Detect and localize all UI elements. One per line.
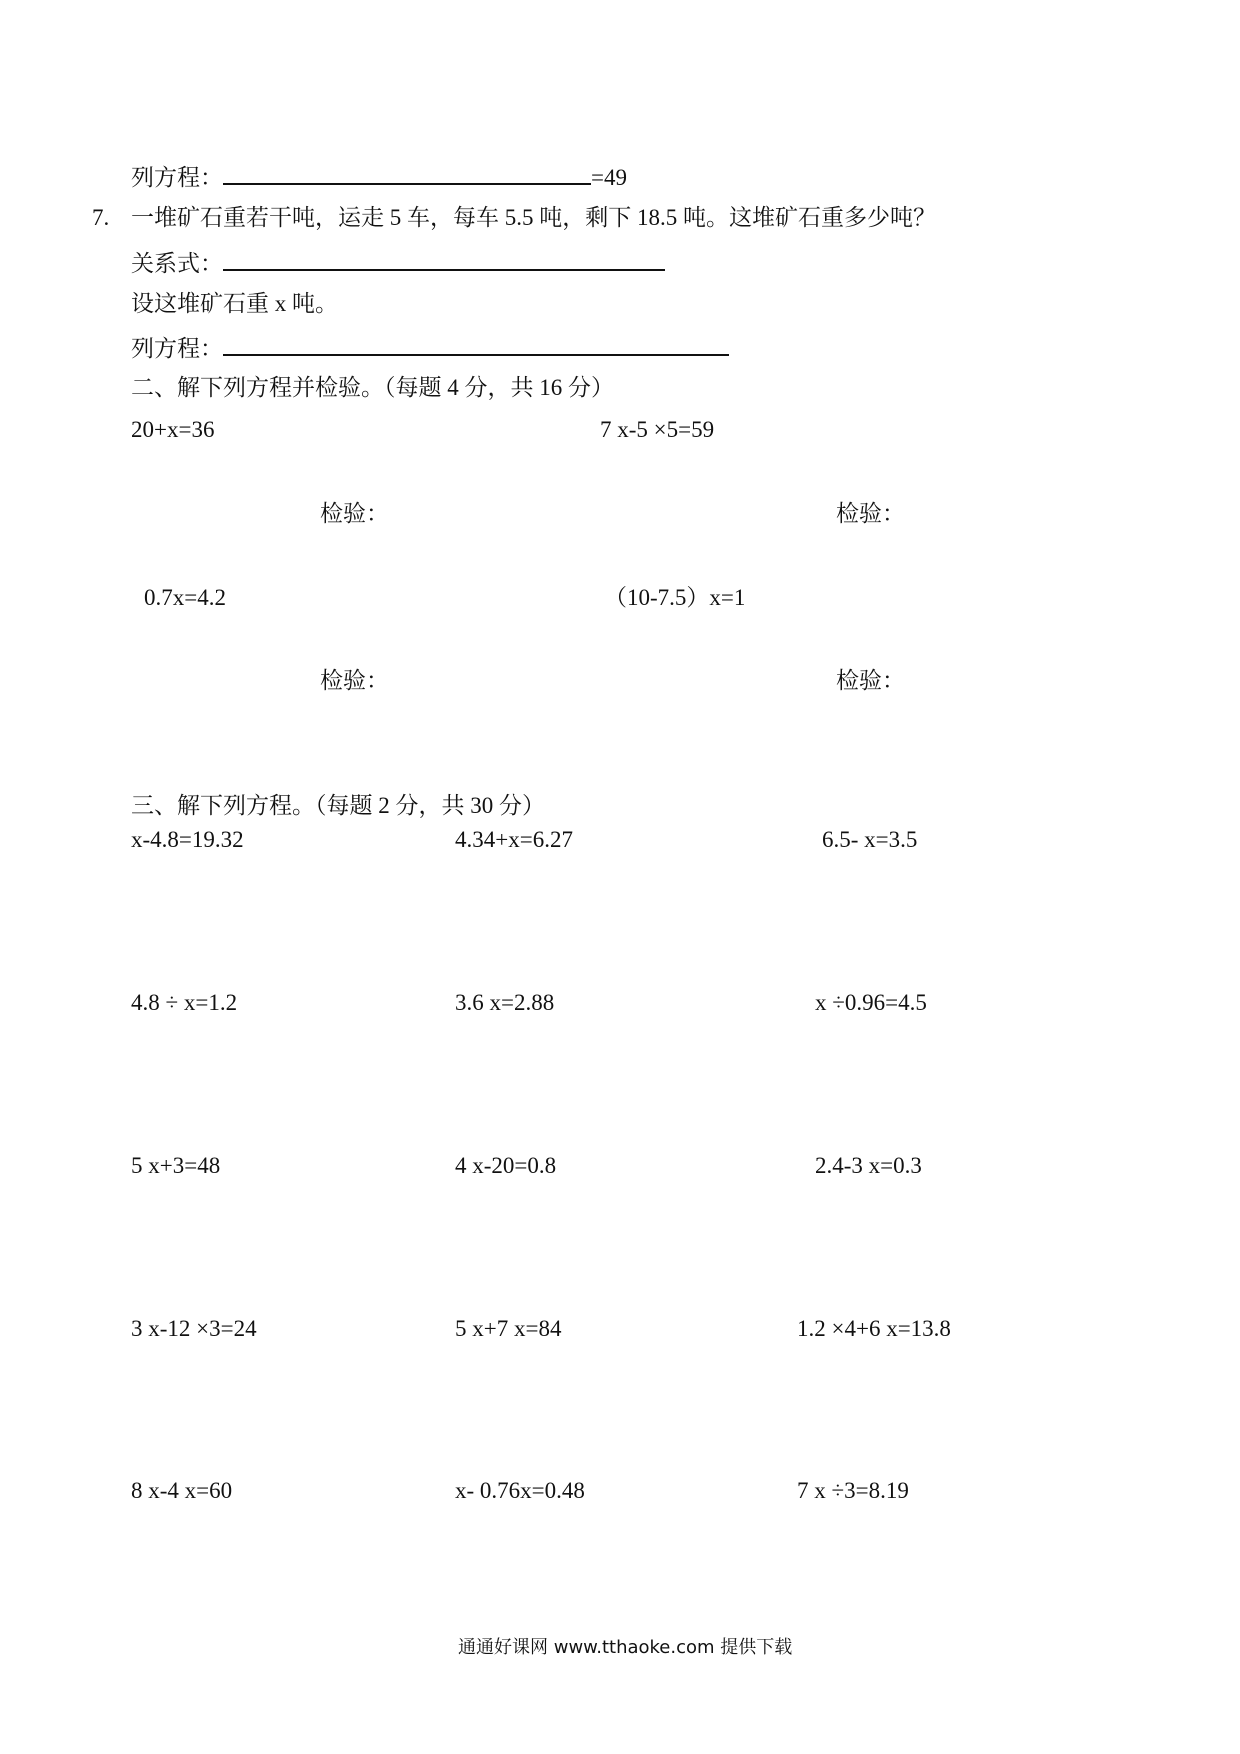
section2-check-label: 检验：: [836, 668, 905, 693]
q6-answer-blank[interactable]: [223, 161, 591, 185]
q7-text: 一堆矿石重若干吨，运走 5 车，每车 5.5 吨，剩下 18.5 吨。这堆矿石重多少吨？: [131, 205, 936, 230]
q7-equation-blank[interactable]: [223, 332, 729, 356]
section3-equation: 3.6 x=2.88: [455, 990, 555, 1015]
section3-equation: 5 x+7 x=84: [455, 1316, 562, 1341]
section3-equation: 6.5- x=3.5: [822, 827, 918, 852]
section2-equation: （10-7.5）x=1: [604, 585, 746, 610]
q7-number: 7.: [92, 205, 110, 230]
section2-title: 二、解下列方程并检验。（每题 4 分，共 16 分）: [131, 375, 614, 400]
q7-equation-line: [131, 332, 729, 363]
section2-check-label: 检验：: [320, 501, 389, 526]
section2-check-label: 检验：: [836, 501, 905, 526]
q6-equation-suffix: =49: [591, 165, 627, 190]
section3-equation: x ÷0.96=4.5: [815, 990, 927, 1015]
section3-equation: 4.8 ÷ x=1.2: [131, 990, 238, 1015]
section3-equation: 4 x-20=0.8: [455, 1153, 557, 1178]
section3-equation: 3 x-12 ×3=24: [131, 1316, 257, 1341]
q6-equation-label: 列方程：: [131, 165, 223, 190]
section2-equation: 20+x=36: [131, 417, 215, 442]
section3-equation: x-4.8=19.32: [131, 827, 244, 852]
q6-equation-line: [131, 161, 627, 192]
section3-equation: 5 x+3=48: [131, 1153, 221, 1178]
footer-text: 通通好课网 www.tthaoke.com 提供下载: [458, 1637, 793, 1658]
q7-relation-blank[interactable]: [223, 247, 665, 271]
section3-equation: 4.34+x=6.27: [455, 827, 573, 852]
section3-title: 三、解下列方程。（每题 2 分，共 30 分）: [131, 793, 545, 818]
section2-equation: 7 x-5 ×5=59: [600, 417, 715, 442]
section3-equation: x- 0.76x=0.48: [455, 1478, 585, 1503]
q7-relation-line: [131, 247, 665, 278]
section2-equation: 0.7x=4.2: [144, 585, 226, 610]
q7-relation-label: 关系式：: [131, 251, 223, 276]
section3-equation: 8 x-4 x=60: [131, 1478, 233, 1503]
section3-equation: 2.4-3 x=0.3: [815, 1153, 922, 1178]
q7-let-text: 设这堆矿石重 x 吨。: [131, 291, 338, 316]
section3-equation: 1.2 ×4+6 x=13.8: [797, 1316, 951, 1341]
section3-equation: 7 x ÷3=8.19: [797, 1478, 909, 1503]
q7-equation-label: 列方程：: [131, 336, 223, 361]
section2-check-label: 检验：: [320, 668, 389, 693]
